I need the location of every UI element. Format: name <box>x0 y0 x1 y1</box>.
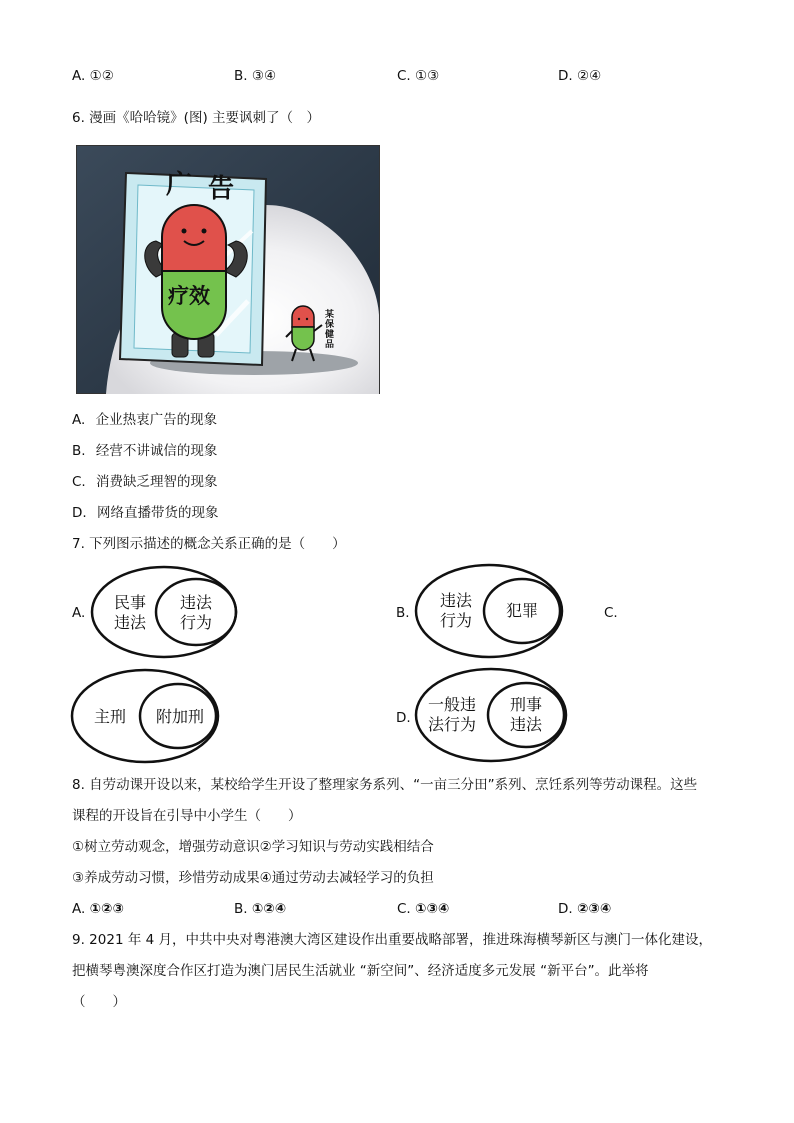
diagram-a-inner-line2: 行为 <box>180 613 213 632</box>
diagram-c-inner-line1: 附加刑 <box>156 707 205 726</box>
q8-option-b[interactable]: B. ①②④ <box>234 901 287 917</box>
q8-stem-line1: 8. 自劳动课开设以来，某校给学生开设了整理家务系列、“一亩三分田”系列、烹饪系列等劳动课程。这些 <box>72 777 698 793</box>
q6-option-a[interactable]: A. 企业热衷广告的现象 <box>72 412 218 428</box>
q5-option-b[interactable]: B. ③④ <box>234 68 277 84</box>
q6-option-c[interactable]: C. 消费缺乏理智的现象 <box>72 474 218 490</box>
diagram-a-inner-line1: 违法 <box>180 593 213 612</box>
q7-option-a-letter[interactable]: A. <box>72 605 86 621</box>
diagram-a-outer-line2: 违法 <box>114 613 147 632</box>
q8-stem-line2: 课程的开设旨在引导中小学生（ ） <box>72 808 302 824</box>
q8-items-line1: ①树立劳动观念，增强劳动意识②学习知识与劳动实践相结合 <box>72 839 434 855</box>
diagram-c-outer-line1: 主刑 <box>94 707 127 726</box>
svg-text:健: 健 <box>325 330 335 340</box>
q6-stem: 6. 漫画《哈哈镜》(图) 主要讽刺了（ ） <box>72 110 320 126</box>
q7-stem: 7. 下列图示描述的概念关系正确的是（ ） <box>72 536 346 552</box>
diagram-d-outer-line1: 一般违 <box>428 695 477 714</box>
diagram-b-outer-line1: 违法 <box>440 591 473 610</box>
q7-diagram-c[interactable] <box>70 668 222 768</box>
diagram-a-outer-line1: 民事 <box>114 593 147 612</box>
svg-text:保: 保 <box>325 320 335 330</box>
svg-text:广: 广 <box>166 170 193 200</box>
q7-option-b-letter[interactable]: B. <box>396 605 410 621</box>
q5-option-a[interactable]: A. ①② <box>72 68 114 84</box>
small-pill-label <box>324 308 334 350</box>
diagram-b-outer-line2: 行为 <box>440 611 473 630</box>
q5-option-c[interactable]: C. ①③ <box>397 68 440 84</box>
svg-text:某: 某 <box>325 310 335 320</box>
diagram-b-inner-line1: 犯罪 <box>506 601 539 620</box>
diagram-d-inner-line2: 违法 <box>510 715 543 734</box>
q9-stem-line2: 把横琴粤澳深度合作区打造为澳门居民生活就业 “新空间”、经济适度多元发展 “新平台”。此举将 <box>72 963 649 979</box>
q7-diagram-b[interactable] <box>414 563 566 664</box>
q8-items-line2: ③养成劳动习惯，珍惜劳动成果④通过劳动去减轻学习的负担 <box>72 870 434 886</box>
svg-text:品: 品 <box>325 340 335 350</box>
q7-diagram-a[interactable] <box>90 565 240 664</box>
q9-stem-line3: （ ） <box>72 994 126 1010</box>
q5-option-d[interactable]: D. ②④ <box>558 68 602 84</box>
diagram-d-inner-line1: 刑事 <box>510 695 543 714</box>
diagram-d-outer-line2: 法行为 <box>428 715 477 734</box>
pill-label: 疗效 <box>168 284 210 308</box>
q6-option-d[interactable]: D. 网络直播带货的现象 <box>72 505 219 521</box>
q8-option-d[interactable]: D. ②③④ <box>558 901 612 917</box>
q8-option-c[interactable]: C. ①③④ <box>397 901 450 917</box>
q7-diagram-d[interactable] <box>414 667 570 768</box>
q6-option-b[interactable]: B. 经营不讲诚信的现象 <box>72 443 218 459</box>
q9-stem-line1: 9. 2021 年 4 月，中共中央对粤港澳大湾区建设作出重要战略部署，推进珠海横琴新区与澳门一体化建设， <box>72 932 712 948</box>
q8-option-a[interactable]: A. ①②③ <box>72 901 124 917</box>
q6-comic-image <box>76 145 380 394</box>
svg-text:告: 告 <box>208 174 235 204</box>
q7-option-c-letter[interactable]: C. <box>604 605 618 621</box>
q7-option-d-letter[interactable]: D. <box>396 710 411 726</box>
